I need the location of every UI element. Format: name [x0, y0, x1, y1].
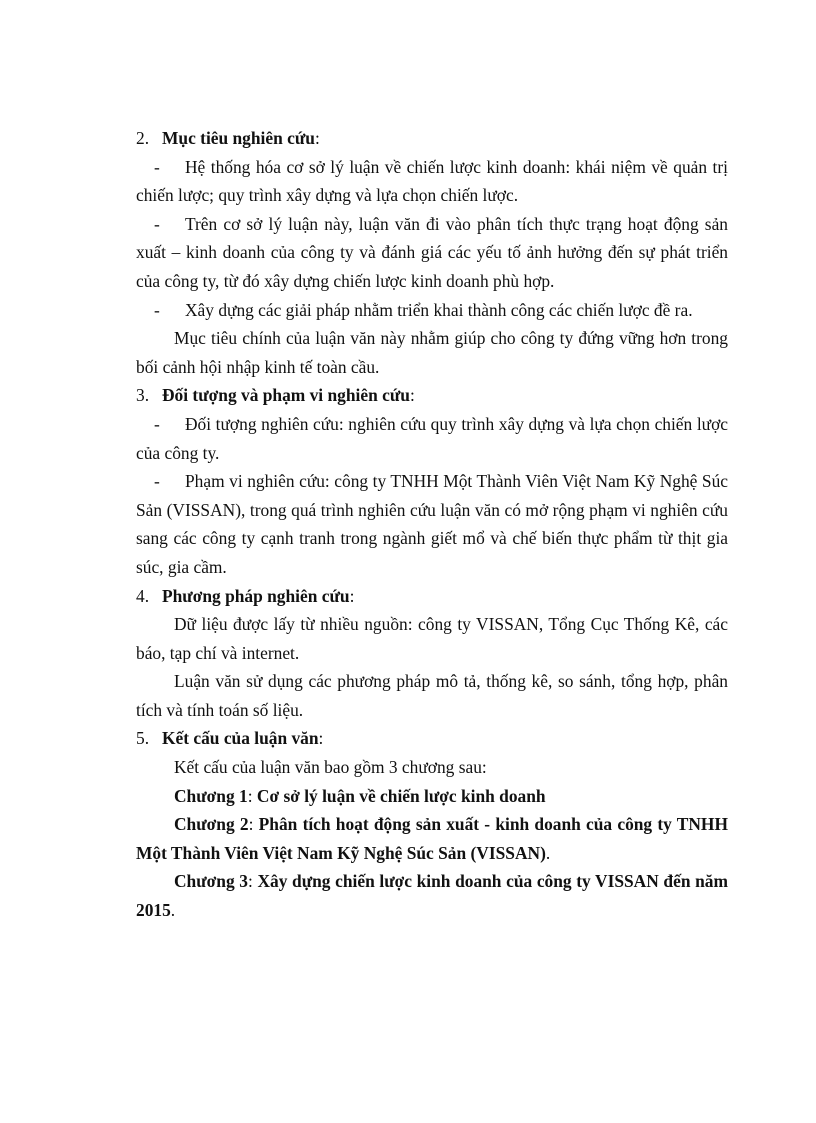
bullet-item — [136, 467, 728, 581]
section-title: Phương pháp nghiên cứu — [162, 585, 350, 606]
bullet-dash: - — [154, 413, 160, 434]
section-number: 2. — [136, 128, 150, 148]
chapter-label: Chương 3 — [174, 871, 248, 892]
section-number: 3. — [136, 385, 150, 406]
bullet-dash: - — [154, 156, 160, 177]
paragraph: Kết cấu của luận văn bao gồm 3 chương sau: — [174, 757, 487, 778]
section-heading-scope: 3. Đối tượng và phạm vi nghiên cứu: — [136, 381, 728, 410]
bullet-text: Hệ thống hóa cơ sở lý luận về chiến lược kinh doanh: khái niệm về quản trị chiến lược; quy trình xây dựng và lựa chọn chiến lược. — [136, 156, 728, 206]
bullet-item — [136, 153, 728, 210]
paragraph: Luận văn sử dụng các phương pháp mô tả, thống kê, so sánh, tổng hợp, phân tích và tính toán số liệu. — [136, 671, 728, 720]
bullet-text: Trên cơ sở lý luận này, luận văn đi vào phân tích thực trạng hoạt động sản xuất – kinh doanh của công ty và đánh giá các yếu tố ảnh hưởng đến sự phát triển của công ty, từ đó xây dựng chiến lược kinh doanh phù hợp. — [136, 213, 728, 291]
chapter-item-1: Chương 1: Cơ sở lý luận về chiến lược kinh doanh — [174, 785, 546, 806]
paragraph: Dữ liệu được lấy từ nhiều nguồn: công ty VISSAN, Tổng Cục Thống Kê, các báo, tạp chí và internet. — [136, 614, 728, 663]
bullet-dash: - — [154, 213, 160, 234]
chapter-label: Chương 1 — [174, 785, 248, 806]
section-title: Mục tiêu nghiên cứu — [162, 128, 315, 148]
section-number: 5. — [136, 728, 150, 749]
section-heading-objectives: 2. Mục tiêu nghiên cứu: — [136, 124, 728, 153]
bullet-item — [136, 296, 728, 325]
bullet-dash: - — [154, 299, 160, 320]
chapter-item-3: Chương 3: Xây dựng chiến lược kinh doanh của công ty VISSAN đến năm 2015. — [136, 871, 728, 921]
paragraph: Mục tiêu chính của luận văn này nhằm giúp cho công ty đứng vững hơn trong bối cảnh hội nhập kinh tế toàn cầu. — [136, 328, 728, 377]
bullet-text: Xây dựng các giải pháp nhằm triển khai thành công các chiến lược đề ra. — [185, 299, 693, 320]
bullet-text: Đối tượng nghiên cứu: nghiên cứu quy trình xây dựng và lựa chọn chiến lược của công ty. — [136, 413, 728, 463]
document-body — [136, 124, 728, 925]
chapter-label: Chương 2 — [174, 814, 249, 835]
chapter-text: Phân tích hoạt động sản xuất - kinh doanh của công ty TNHH Một Thành Viên Việt Nam Kỹ Nghệ Súc Sản (VISSAN) — [136, 814, 728, 863]
chapter-text: Cơ sở lý luận về chiến lược kinh doanh — [256, 785, 546, 806]
section-number: 4. — [136, 585, 150, 606]
section-title: Kết cấu của luận văn — [162, 728, 319, 749]
bullet-text: Phạm vi nghiên cứu: công ty TNHH Một Thành Viên Việt Nam Kỹ Nghệ Súc Sản (VISSAN), trong quá trình nghiên cứu luận văn có mở rộng phạm vi nghiên cứu sang các công ty cạnh tranh trong ngành giết mổ và chế biến thực phẩm từ thịt gia súc, gia cầm. — [136, 471, 728, 577]
chapter-item-2: Chương 2: Phân tích hoạt động sản xuất - kinh doanh của công ty TNHH Một Thành Viên Việt Nam Kỹ Nghệ Súc Sản (VISSAN). — [136, 814, 728, 863]
bullet-item — [136, 410, 728, 467]
section-heading-methods: 4. Phương pháp nghiên cứu: — [136, 582, 728, 611]
section-title: Đối tượng và phạm vi nghiên cứu — [162, 385, 410, 406]
chapter-text: Xây dựng chiến lược kinh doanh của công ty VISSAN đến năm 2015 — [136, 871, 728, 921]
bullet-dash: - — [154, 471, 160, 492]
bullet-item — [136, 210, 728, 296]
section-heading-structure: 5. Kết cấu của luận văn: — [136, 724, 728, 753]
